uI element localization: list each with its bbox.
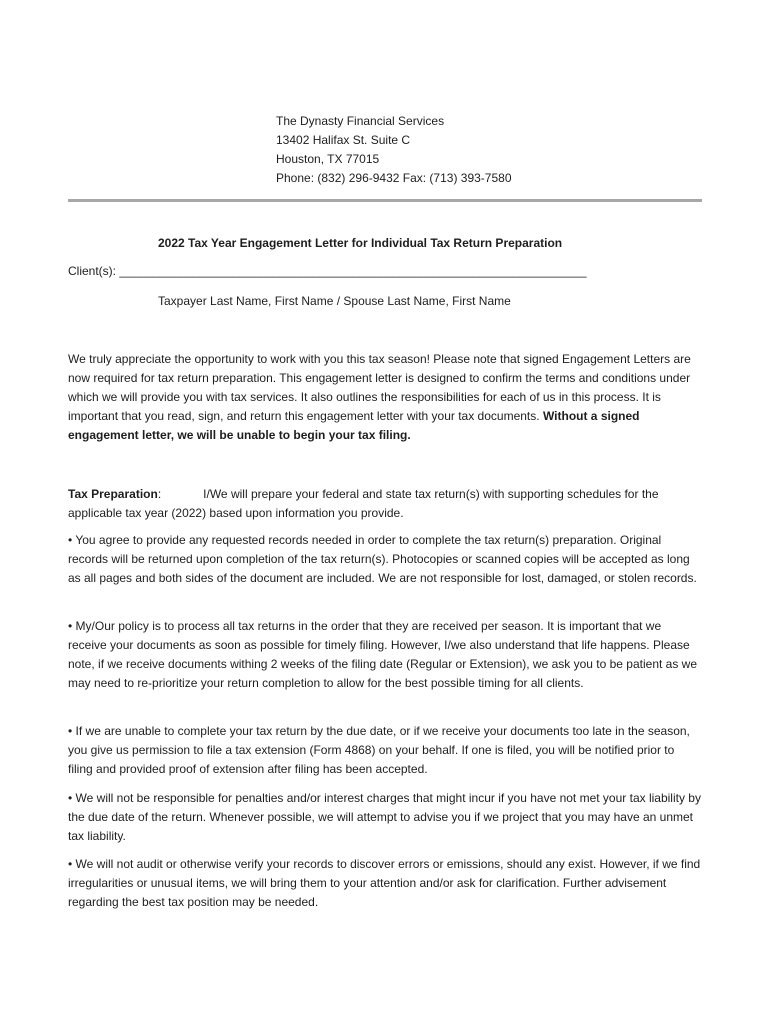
bullet-text: • My/Our policy is to process all tax returns in the order that they are received per season. It is important that we receive your documents as soon as possible for timely filing. However, I/we also understand that life happens. Please note, if we receive documents withing 2 weeks of the filing date (Regular or Extension), we ask you to be patient as we may need to re-prioritize your return completion to allow for the best possible timing for all clients.: [68, 619, 698, 690]
bullet-text: • We will not audit or otherwise verify your records to discover errors or emissions, should any exist. However, if we find irregularities or unusual items, we will bring them to your attention and/or ask for clarification. Further advisement regarding the best tax position may be needed.: [68, 857, 701, 909]
tax-preparation-colon: :: [157, 487, 162, 501]
tax-preparation-section: [68, 485, 702, 523]
client-blank-line: ______________________________________________________________________: [119, 264, 587, 278]
company-contact: Phone: (832) 296-9432 Fax: (713) 393-7580: [276, 171, 512, 185]
tax-preparation-label: Tax Preparation: [68, 487, 158, 501]
bullet-text: • We will not be responsible for penalties and/or interest charges that might incur if you have not met your tax liability by the due date of the return. Whenever possible, we will attempt to advise you if we project that you may have an unmet tax liability.: [68, 791, 701, 843]
client-field: [68, 264, 587, 278]
bullet-paragraph: [68, 531, 702, 588]
client-label: Client(s):: [68, 264, 117, 278]
bullet-text: • If we are unable to complete your tax return by the due date, or if we receive your documents too late in the season, you give us permission to file a tax extension (Form 4868) on your behalf. If one is filed, you will be notified prior to filing and provided proof of extension after filing has been accepted.: [68, 724, 690, 776]
letterhead: [276, 112, 512, 188]
bullet-paragraph: [68, 722, 702, 779]
intro-text: We truly appreciate the opportunity to work with you this tax season! Please note that signed Engagement Letters are now required for tax return preparation. This engagement letter is designed to confirm the terms and conditions under which we will provide you with tax services. It also outlines the responsibilities for each of us in this process. It is important that you read, sign, and return this engagement letter with your tax documents.: [68, 352, 691, 423]
intro-bold-warning: Without a signed engagement letter, we will be unable to begin your tax filing.: [68, 409, 640, 442]
company-name: The Dynasty Financial Services: [276, 114, 445, 128]
header-divider: [68, 199, 702, 202]
company-address-line-2: Houston, TX 77015: [276, 152, 380, 166]
company-address-line-1: 13402 Halifax St. Suite C: [276, 133, 411, 147]
bullet-text: • You agree to provide any requested records needed in order to complete the tax return(s) preparation. Original records will be returned upon completion of the tax return(s). Photocopies or scanned copies will be accepted as long as all pages and both sides of the document are included. We are not responsible for lost, damaged, or stolen records.: [68, 533, 697, 585]
intro-paragraph: [68, 350, 702, 445]
bullet-paragraph: [68, 789, 702, 846]
client-field-caption: Taxpayer Last Name, First Name / Spouse Last Name, First Name: [158, 294, 511, 308]
bullet-paragraph: [68, 617, 702, 693]
document-title: 2022 Tax Year Engagement Letter for Individual Tax Return Preparation: [158, 236, 563, 250]
bullet-paragraph: [68, 855, 702, 912]
tax-preparation-text: I/We will prepare your federal and state tax return(s) with supporting schedules for the applicable tax year (2022) based upon information you provide.: [68, 487, 659, 520]
